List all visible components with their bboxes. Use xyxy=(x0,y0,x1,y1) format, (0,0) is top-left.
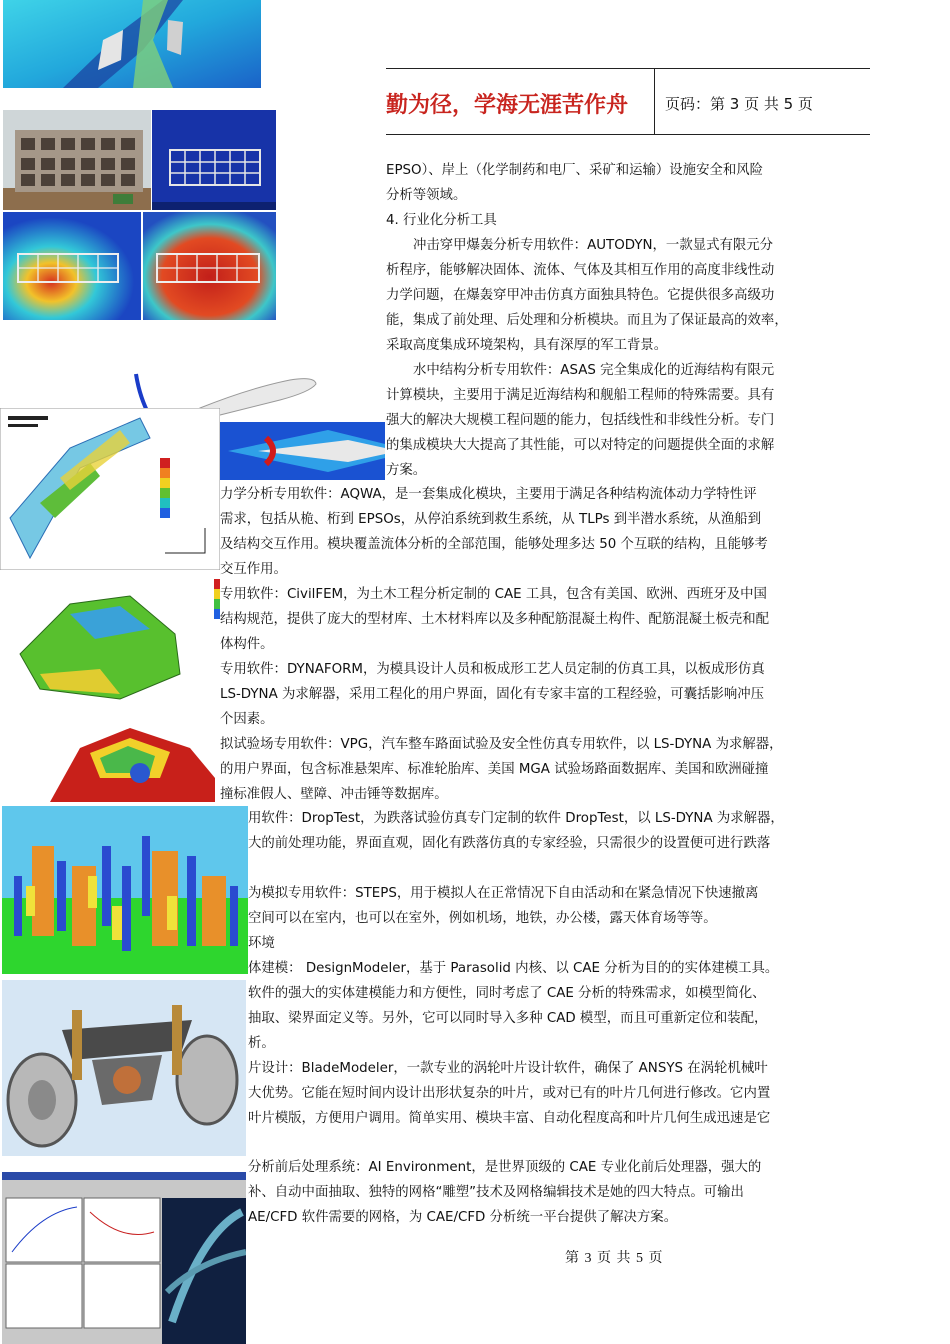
text-line: 冲击穿甲爆轰分析专用软件：AUTODYN，一款显式有限元分 xyxy=(413,238,774,253)
text-line: 4. 行业化分析工具 xyxy=(386,213,497,228)
text-line: 专用软件：DYNAFORM，为模具设计人员和板成形工艺人员定制的仿真工具，以板成形仿真 xyxy=(220,662,765,677)
text-line: 计算模块，主要用于满足近海结构和舰船工程师的特殊需要。具有 xyxy=(386,388,775,403)
text-line: 析。 xyxy=(248,1036,275,1051)
header-title: 勤为径，学海无涯苦作舟 xyxy=(386,92,629,118)
text-line: 空间可以在室内，也可以在室外，例如机场，地铁，办公楼，露天体育场等等。 xyxy=(248,911,717,926)
text-line: 撞标准假人、壁障、冲击锤等数据库。 xyxy=(220,787,448,802)
truss-fem-plot xyxy=(0,408,220,570)
text-line: 析程序，能够解决固体、流体、气体及其相互作用的高度非线性动 xyxy=(386,263,775,278)
text-line: 片设计：BladeModeler，一款专业的涡轮叶片设计软件，确保了 ANSYS 在涡轮机械叶 xyxy=(248,1061,768,1076)
blademodeler-screenshot xyxy=(2,1172,246,1344)
header-top-rule xyxy=(386,68,870,69)
text-line: 体建模： DesignModeler，基于 Parasolid 内核、以 CAE 分析为目的的实体建模工具。 xyxy=(248,961,779,976)
text-line: 为模拟专用软件：STEPS，用于模拟人在正常情况下自由活动和在紧急情况下快速撤离 xyxy=(248,886,759,901)
text-line: 个因素。 xyxy=(220,712,274,727)
text-line: AE/CFD 软件需要的网格，为 CAE/CFD 分析统一平台提供了解决方案。 xyxy=(248,1210,678,1225)
text-line: 专用软件：CivilFEM，为土木工程分析定制的 CAE 工具，包含有美国、欧洲、西班牙及中国 xyxy=(220,587,767,602)
text-line: 叶片模版，方便用户调用。简单实用、模块丰富、自动化程度高和叶片几何生成迅速是它 xyxy=(248,1111,771,1126)
text-line: 交互作用。 xyxy=(220,562,287,577)
header-bottom-rule xyxy=(386,134,870,135)
text-line: 体构件。 xyxy=(220,637,274,652)
text-line: 水中结构分析专用软件：ASAS 完全集成化的近海结构有限元 xyxy=(413,363,775,378)
vehicle-crash-sim xyxy=(40,718,220,802)
building-photo xyxy=(3,110,151,210)
text-line: 抽取、梁界面定义等。另外，它可以同时导入多种 CAD 模型，而且可重新定位和装配， xyxy=(248,1011,768,1026)
text-line: 软件的强大的实体建模能力和方便性，同时考虑了 CAE 分析的特殊需求，如模型简化、 xyxy=(248,986,766,1001)
text-line: 方案。 xyxy=(386,463,427,478)
text-line: 强大的解决大规模工程问题的能力，包括线性和非线性分析。专门 xyxy=(386,413,775,428)
text-line: 能，集成了前处理、后处理和分析模块。而且为了保证最高的效率， xyxy=(386,313,788,328)
text-line: LS-DYNA 为求解器，采用工程化的用户界面，固化有专家丰富的工程经验，可囊括影响冲压 xyxy=(220,687,765,702)
projectile-shock-sim xyxy=(218,422,385,480)
text-line: 的集成模块大大提高了其性能，可以对特定的问题提供全面的求解 xyxy=(386,438,775,453)
text-line: 力学分析专用软件：AQWA，是一套集成化模块，主要用于满足各种结构流体动力学特性评 xyxy=(220,487,757,502)
rocket-cfd-image xyxy=(3,0,261,88)
text-line: 用软件：DropTest，为跌落试验仿真专门定制的软件 DropTest，以 LS-DYNA 为求解器， xyxy=(248,811,784,826)
crowd-evacuation-sim xyxy=(2,806,248,974)
text-line: 大优势。它能在短时间内设计出形状复杂的叶片，或对已有的叶片几何进行修改。它内置 xyxy=(248,1086,771,1101)
text-line: 补、自动中面抽取、独特的网格“雕塑”技术及网格编辑技术是她的四大特点。可输出 xyxy=(248,1185,744,1200)
page-footer: 第 3 页 共 5 页 xyxy=(565,1251,664,1266)
suspension-model xyxy=(2,980,246,1156)
text-line: 及结构交互作用。模块覆盖流体分析的全部范围，能够处理多达 50 个互联的结构，且能够考 xyxy=(220,537,768,552)
text-line: 分析前后处理系统：AI Environment，是世界顶级的 CAE 专业化前后处理器，强大的 xyxy=(248,1160,762,1175)
building-blast-sim-red xyxy=(143,212,276,320)
building-blast-sim-blue xyxy=(3,212,141,320)
text-line: 大的前处理功能，界面直观，固化有跌落仿真的专家经验，只需很少的设置便可进行跌落 xyxy=(248,836,771,851)
text-line: 采取高度集成环境架构，具有深厚的军工背景。 xyxy=(386,338,668,353)
text-line: 的用户界面，包含标准悬架库、标准轮胎库、美国 MGA 试验场路面数据库、美国和欧洲碰撞 xyxy=(220,762,769,777)
text-line: 分析等领域。 xyxy=(386,188,467,203)
text-line: 力学问题，在爆轰穿甲冲击仿真方面独具特色。它提供很多高级功 xyxy=(386,288,775,303)
header-page-info: 页码：第 3 页 共 5 页 xyxy=(665,95,813,113)
text-line: EPSO）、岸上（化学制药和电厂、采矿和运输）设施安全和风险 xyxy=(386,163,764,178)
text-line: 环境 xyxy=(248,936,275,951)
text-line: 结构规范，提供了庞大的型材库、土木材料库以及多种配筋混凝土构件、配筋混凝土板壳和配 xyxy=(220,612,770,627)
building-fem-model xyxy=(152,110,276,210)
header-divider xyxy=(654,68,655,135)
text-line: 需求，包括从桅、桁到 EPSOs，从停泊系统到救生系统，从 TLPs 到半潜水系统，从渔船到 xyxy=(220,512,762,527)
car-body-fem xyxy=(0,574,220,714)
text-line: 拟试验场专用软件：VPG，汽车整车路面试验及安全性仿真专用软件，以 LS-DYNA 为求解器， xyxy=(220,737,783,752)
